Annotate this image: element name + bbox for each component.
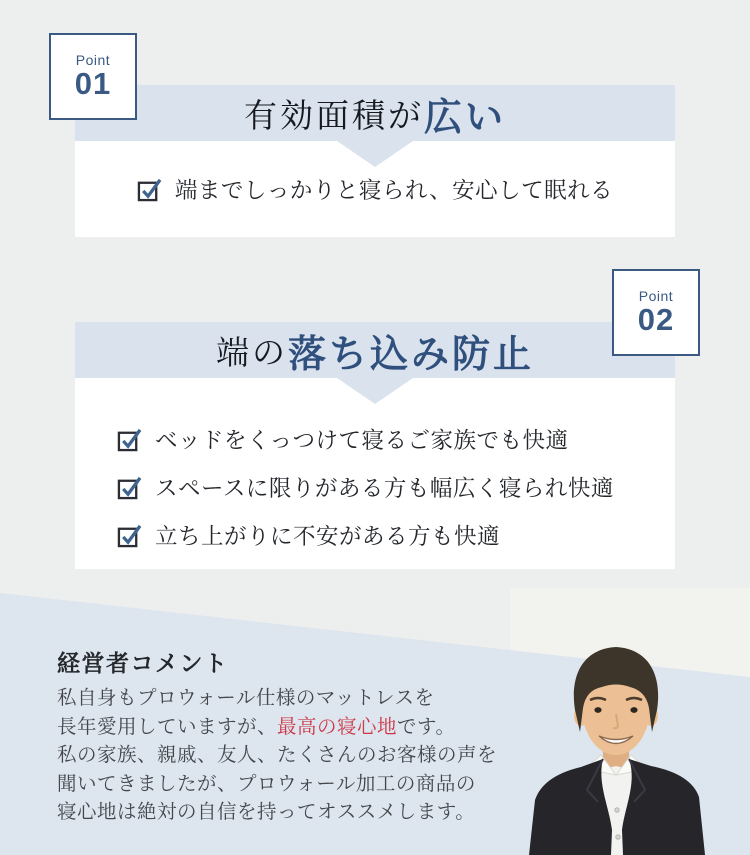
checked-checkbox-icon — [117, 427, 142, 452]
point-badge-number: 02 — [637, 301, 675, 337]
list-item-label: 端までしっかりと寝られ、安心して眠れる — [174, 178, 614, 203]
point-badge-label: Point — [638, 287, 674, 304]
list-item — [117, 471, 675, 503]
comment-text — [57, 684, 497, 827]
point-02-title-accent: 落ち込み防止 — [287, 333, 534, 376]
ceo-suit-left — [529, 759, 612, 855]
comment-line: 私の家族、親戚、友人、たくさんのお客様の声を — [57, 744, 498, 766]
comment-line: 寝心地は絶対の自信を持ってオススメします。 — [57, 801, 476, 823]
comment-line: 私自身もプロウォール仕様のマットレスを — [57, 687, 435, 709]
list-item-label: ベッドをくっつけて寝るご家族でも快適 — [155, 428, 569, 453]
comment-heading: 経営者コメント — [57, 650, 229, 676]
point-02-badge — [612, 269, 700, 356]
point-01-badge — [49, 33, 137, 120]
point-01-title-plain: 有効面積が — [243, 98, 424, 135]
list-item-label: スペースに限りがある方も幅広く寝られ快適 — [155, 476, 614, 501]
list-item — [137, 173, 613, 205]
point-02-title-band — [75, 322, 675, 378]
ceo-photo — [525, 640, 750, 855]
comment-line: 聞いてきましたが、プロウォール加工の商品の — [57, 772, 476, 795]
list-item — [117, 423, 675, 455]
checked-checkbox-icon — [117, 523, 142, 548]
checked-checkbox-icon — [117, 475, 142, 500]
comment-line: です。 — [397, 715, 456, 738]
list-item-label: 立ち上がりに不安がある方も快適 — [155, 524, 501, 549]
point-01-title-accent: 広い — [423, 96, 506, 139]
point-02-panel — [75, 378, 675, 569]
point-badge-number: 01 — [74, 65, 112, 101]
ceo-suit-right — [622, 759, 705, 855]
comment-line: 長年愛用していますが、 — [57, 715, 278, 738]
list-item — [117, 519, 675, 551]
comment-highlight: 最高の寝心地 — [277, 715, 398, 738]
checked-checkbox-icon — [137, 177, 162, 202]
point-badge-label: Point — [75, 51, 111, 68]
point-02-title-plain: 端の — [215, 335, 288, 372]
point-01-title-band — [75, 85, 675, 141]
